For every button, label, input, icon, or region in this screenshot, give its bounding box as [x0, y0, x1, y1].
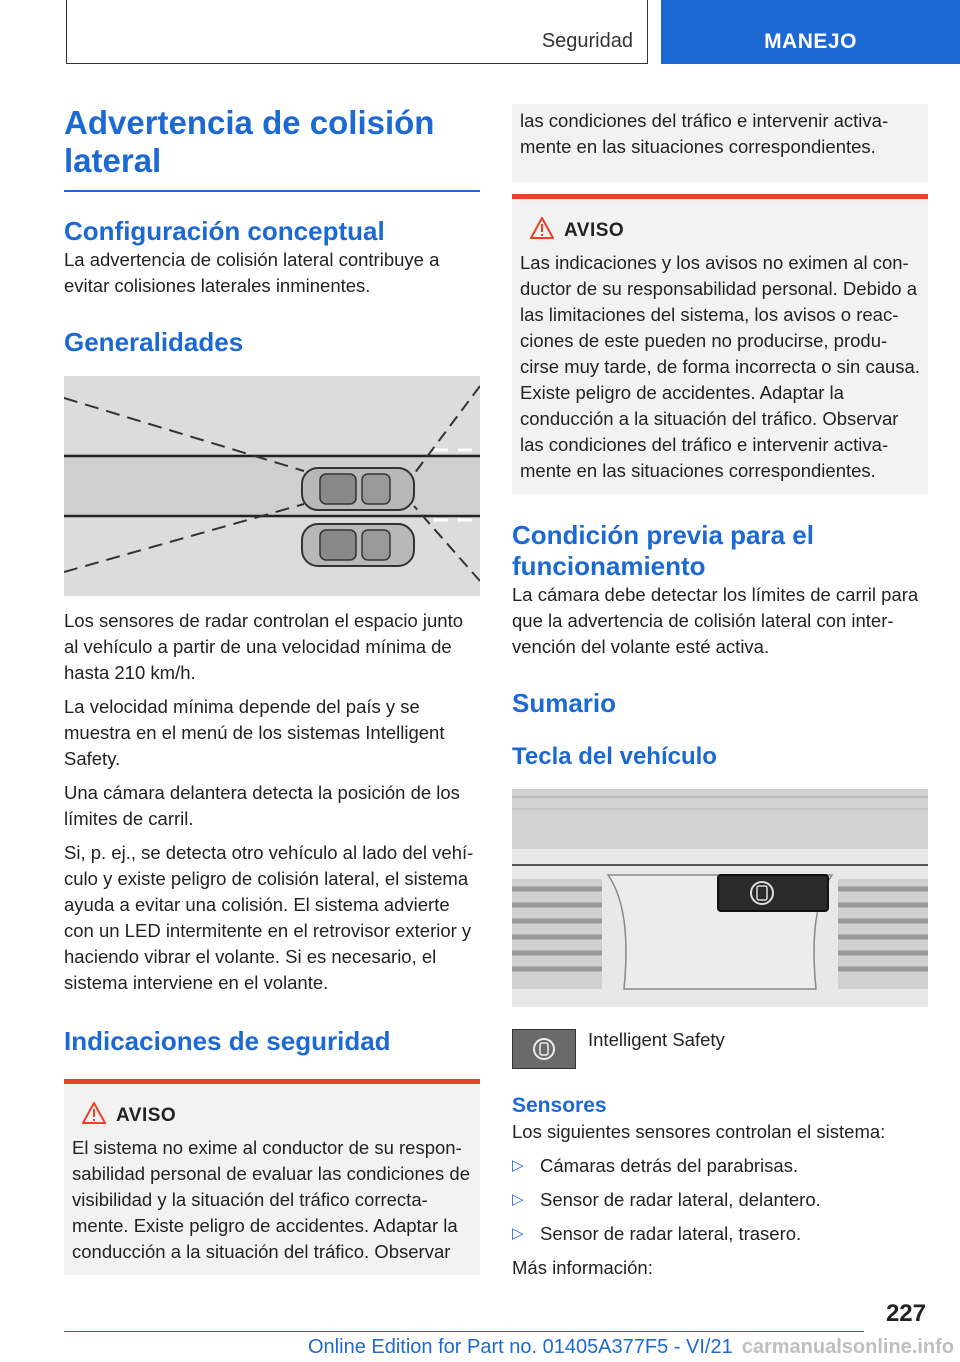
- list-item: [512, 1153, 928, 1179]
- figure-vehicle-key: [512, 789, 928, 1007]
- paragraph-sensors: Los siguientes sensores controlan el sistema:: [512, 1121, 886, 1142]
- paragraph-collision: Si, p. ej., se detecta otro vehículo al lado del vehículo y existe peligro de colisión lateral, el sistema ayuda a evitar una colisión. El sistema advierte con un LED intermitente en el retrovisor exterior y haciendo vibrar el volante. Si es necesario, el sistema interviene en el volante.: [64, 842, 474, 993]
- heading-concept: Configuración conceptual: [64, 216, 385, 246]
- footer-edition: Online Edition for Part no. 01405A377F5 - VI/21: [308, 1336, 733, 1358]
- list-item: [512, 1187, 928, 1213]
- lane-radar-illustration: [64, 376, 480, 596]
- paragraph-concept: La advertencia de colisión lateral contribuye a evitar colisiones laterales inminentes.: [64, 249, 440, 296]
- list-item-text: Cámaras detrás del parabrisas.: [540, 1155, 799, 1176]
- warning-title: AVISO: [116, 1104, 177, 1126]
- warning-text-left: El sistema no exime al conductor de su responsabilidad personal de evaluar las condiciones de visibilidad y la situación del tráfico correctamente. Existe peligro de accidentes. Adaptar la conducción a la situación del tráfico. Observar: [72, 1137, 471, 1262]
- warning-title-row: [72, 1102, 472, 1129]
- list-item: [512, 1221, 928, 1247]
- triangle-bullet-icon: ▷: [512, 1157, 524, 1174]
- warning-text-right: Las indicaciones y los avisos no eximen al conductor de su responsabilidad personal. Debido a las limitaciones del sistema, los avisos o reacciones de este pueden no producirse, producirse muy tarde, de forma incorrecta o sin causa. Existe peligro de accidentes. Adaptar la conducción a la situación del tráfico. Observar las condiciones del tráfico e intervenir activamente en las situaciones correspondientes.: [520, 252, 920, 481]
- key-legend-label: Intelligent Safety: [588, 1029, 725, 1050]
- heading-sensors: Sensores: [512, 1094, 607, 1117]
- warning-continuation-text: las condiciones del tráfico e intervenir activamente en las situaciones correspondientes.: [520, 110, 889, 157]
- heading-precondition: Condición previa para el funcionamiento: [512, 520, 814, 581]
- intelligent-safety-button-icon: [512, 1029, 576, 1069]
- warning-box-left: [64, 1079, 480, 1275]
- left-column: [64, 104, 480, 1275]
- triangle-bullet-icon: ▷: [512, 1225, 524, 1242]
- warning-triangle-icon: [82, 1102, 106, 1129]
- list-item-text: Sensor de radar lateral, trasero.: [540, 1223, 802, 1244]
- page-number: 227: [885, 1300, 926, 1327]
- car-bottom-icon: [302, 524, 414, 566]
- paragraph-more-info: Más información:: [512, 1257, 653, 1278]
- paragraph-speed: La velocidad mínima depende del país y se muestra en el menú de los sistemas Intelligent Safety.: [64, 696, 445, 769]
- page-title: Advertencia de colisión lateral: [64, 104, 480, 192]
- warning-continuation-box: [512, 104, 928, 182]
- paragraph-camera: Una cámara delantera detecta la posición de los límites de carril.: [64, 782, 460, 829]
- right-column: [512, 104, 928, 1281]
- warning-title-row: [520, 217, 920, 244]
- header-chapter-tab: MANEJO: [661, 0, 960, 64]
- warning-box-right: [512, 194, 928, 494]
- heading-general: Generalidades: [64, 327, 244, 357]
- header-section-box: [66, 0, 648, 64]
- footer-watermark: carmanualsonline.info: [741, 1336, 954, 1358]
- heading-summary: Sumario: [512, 688, 617, 718]
- dashboard-button-illustration: [512, 789, 928, 1007]
- paragraph-precondition: La cámara debe detectar los límites de carril para que la advertencia de colisión lateral con intervención del volante esté activa.: [512, 584, 919, 657]
- list-item-text: Sensor de radar lateral, delantero.: [540, 1189, 821, 1210]
- warning-triangle-icon: [530, 217, 554, 244]
- header-section-title: Seguridad: [541, 30, 633, 52]
- paragraph-radar: Los sensores de radar controlan el espacio junto al vehículo a partir de una velocidad mínima de hasta 210 km/h.: [64, 610, 464, 683]
- car-top-icon: [302, 468, 414, 510]
- heading-safety: Indicaciones de seguridad: [64, 1026, 391, 1056]
- key-legend-row: [512, 1027, 928, 1069]
- footer-divider: [64, 1331, 864, 1332]
- heading-vehicle-key: Tecla del vehículo: [512, 743, 717, 770]
- warning-title: AVISO: [564, 219, 625, 241]
- triangle-bullet-icon: ▷: [512, 1191, 524, 1208]
- figure-lane-radar: [64, 376, 480, 596]
